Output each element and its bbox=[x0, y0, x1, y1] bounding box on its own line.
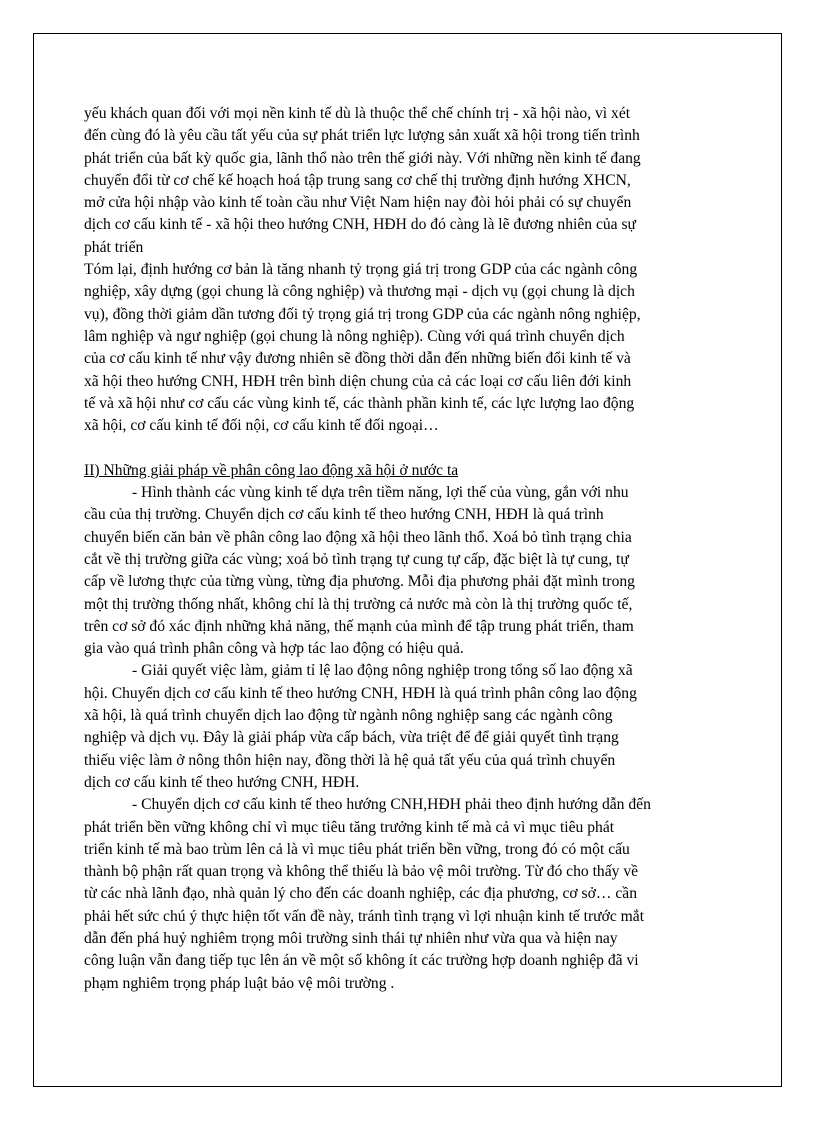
text-line: nghiệp, xây dựng (gọi chung là công nghiệp) và thương mại - dịch vụ (gọi chung là dịch bbox=[84, 283, 635, 301]
text-line: Tóm lại, định hướng cơ bản là tăng nhanh tỷ trọng giá trị trong GDP của các ngành công bbox=[84, 261, 638, 279]
paragraph-summary bbox=[84, 259, 732, 437]
text-line: thiếu việc làm ở nông thôn hiện nay, đồng thời là hệ quả tất yếu của quá trình chuyển bbox=[84, 751, 616, 769]
text-line: yếu khách quan đối với mọi nền kinh tế dù là thuộc thể chế chính trị - xã hội nào, vì xét bbox=[84, 105, 631, 122]
text-line: dịch cơ cấu kinh tế theo hướng CNH, HĐH. bbox=[84, 773, 360, 791]
paragraph-solution-3 bbox=[84, 794, 732, 995]
text-line: xã hội theo hướng CNH, HĐH trên bình diện chung của cả các loại cơ cấu liên đới kinh bbox=[84, 372, 632, 390]
text-line: phát triển bền vững không chỉ vì mục tiêu tăng trưởng kinh tế mà cả vì mục tiêu phát bbox=[84, 818, 615, 836]
text-line: xã hội, cơ cấu kinh tế đối nội, cơ cấu kinh tế đối ngoại… bbox=[84, 417, 439, 435]
text-line: lâm nghiệp và ngư nghiệp (gọi chung là nông nghiệp). Cùng với quá trình chuyển dịch bbox=[84, 327, 625, 345]
text-line: cấp về lương thực của từng vùng, từng địa phương. Mỗi địa phương phải đặt mình trong bbox=[84, 573, 635, 591]
text-line: thành bộ phận rất quan trọng và không thể thiếu là bảo vệ môi trường. Từ đó cho thấy về bbox=[84, 863, 639, 881]
text-line: cầu của thị trường. Chuyển dịch cơ cấu kinh tế theo hướng CNH, HĐH là quá trình bbox=[84, 506, 604, 524]
text-line: gia vào quá trình phân công và hợp tác lao động có hiệu quả. bbox=[84, 640, 464, 658]
text-line: công luận vẫn đang tiếp tục lên án về một số không ít các trường hợp doanh nghiệp đã vi bbox=[84, 952, 639, 970]
text-line: trên cơ sở đó xác định những khả năng, thế mạnh của mình để tập trung phát triển, tham bbox=[84, 617, 634, 635]
text-line: - Hình thành các vùng kinh tế dựa trên tiềm năng, lợi thế của vùng, gắn với nhu bbox=[132, 484, 629, 502]
text-line: - Giải quyết việc làm, giảm tỉ lệ lao động nông nghiệp trong tổng số lao động xã bbox=[132, 662, 633, 680]
text-line: đến cùng đó là yêu cầu tất yếu của sự phát triển lực lượng sản xuất xã hội trong tiến trình bbox=[84, 127, 640, 145]
paragraph-solution-2 bbox=[84, 660, 732, 794]
text-line: triển kinh tế mà bao trùm lên cả là vì mục tiêu phát triển bền vững, trong đó có một cấu bbox=[84, 840, 630, 858]
text-line: phải hết sức chú ý thực hiện tốt vấn đề này, tránh tình trạng vì lợi nhuận kinh tế trước mắt bbox=[84, 907, 645, 925]
text-line: dẫn đến phá huỷ nghiêm trọng môi trường sinh thái tự nhiên như vừa qua và hiện nay bbox=[84, 929, 618, 947]
text-line: nghiệp và dịch vụ. Đây là giải pháp vừa cấp bách, vừa triệt để để giải quyết tình trạng bbox=[84, 729, 619, 747]
text-line: phát triển bbox=[84, 238, 144, 256]
text-line: mở cửa hội nhập vào kinh tế toàn cầu như Việt Nam hiện nay đòi hỏi phải có sự chuyển bbox=[84, 194, 632, 212]
text-line: cắt về thị trường giữa các vùng; xoá bỏ tình trạng tự cung tự cấp, đặc biệt là tự cung, tự bbox=[84, 550, 629, 568]
text-line: phát triển của bất kỳ quốc gia, lãnh thổ nào trên thế giới này. Với những nền kinh tế đang bbox=[84, 149, 641, 167]
text-line: một thị trường thống nhất, không chỉ là thị trường cả nước mà còn là thị trường quốc tế, bbox=[84, 595, 633, 613]
section-heading: II) Những giải pháp về phân công lao động xã hội ở nước ta bbox=[84, 461, 459, 479]
text-line: chuyển biến căn bản về phân công lao động xã hội theo lãnh thổ. Xoá bỏ tình trạng chia bbox=[84, 528, 632, 546]
paragraph-solution-1 bbox=[84, 482, 732, 660]
text-line: tế và xã hội như cơ cấu các vùng kinh tế, các thành phần kinh tế, các lực lượng lao động bbox=[84, 394, 635, 412]
blank-line bbox=[84, 437, 732, 459]
text-line: chuyển đổi từ cơ chế kế hoạch hoá tập trung sang cơ chế thị trường định hướng XHCN, bbox=[84, 171, 631, 189]
text-line: xã hội, là quá trình chuyển dịch lao động từ ngành nông nghiệp sang các ngành công bbox=[84, 707, 613, 725]
paragraph-continuation bbox=[84, 103, 732, 259]
text-line: của cơ cấu kinh tế như vậy đương nhiên sẽ đồng thời dẫn đến những biến đổi kinh tế và bbox=[84, 350, 631, 368]
text-line: dịch cơ cấu kinh tế - xã hội theo hướng CNH, HĐH do đó càng là lẽ đương nhiên của sự bbox=[84, 216, 637, 234]
document-body bbox=[84, 103, 732, 995]
text-line: vụ), đồng thời giảm dần tương đối tỷ trọng giá trị trong GDP của các ngành nông nghiệp, bbox=[84, 305, 641, 323]
text-line: hội. Chuyển dịch cơ cấu kinh tế theo hướng CNH, HĐH là quá trình phân công lao động bbox=[84, 684, 637, 702]
text-line: - Chuyển dịch cơ cấu kinh tế theo hướng CNH,HĐH phải theo định hướng dẫn đến bbox=[132, 796, 651, 814]
text-line: từ các nhà lãnh đạo, nhà quản lý cho đến các doanh nghiệp, các địa phương, cơ sở… cần bbox=[84, 885, 638, 903]
text-line: phạm nghiêm trọng pháp luật bảo vệ môi trường . bbox=[84, 974, 395, 992]
